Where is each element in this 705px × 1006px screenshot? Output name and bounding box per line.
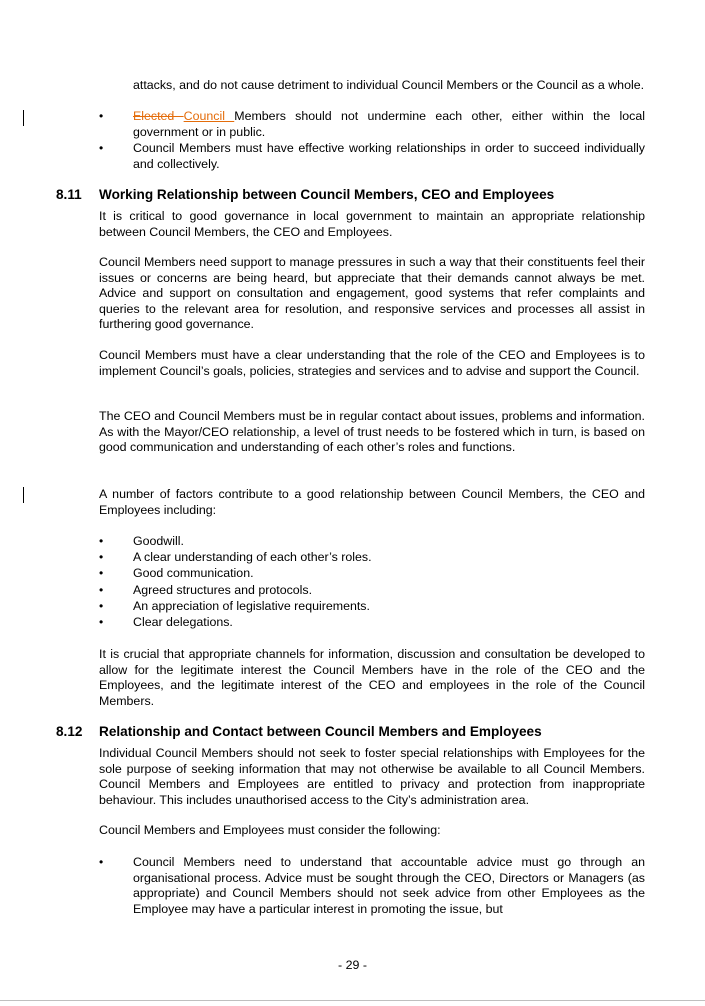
paragraph: Council Members must have a clear understanding that the role of the CEO and Employees is to implement Council’s goals, policies, strategies and services and to advise and support the Council.	[99, 348, 645, 378]
section-number: 8.11	[56, 187, 82, 202]
bullet-marker: •	[99, 550, 104, 564]
paragraph-start: A number of factors contribute to a good relationship between Council Members,	[99, 487, 570, 501]
paragraph: Council Members and Employees must consider the following:	[99, 823, 441, 837]
page-bottom-edge	[0, 1000, 705, 1001]
bullet-marker: •	[99, 583, 104, 597]
paragraph: It is critical to good governance in local government to maintain an appropriate relationship between Council Members, the CEO and Employees.	[99, 209, 645, 239]
bullet-marker: •	[99, 109, 104, 123]
paragraph: Council Members need support to manage pressures in such a way that their constituents feel their issues or concerns are being heard, but appreciate that their demands cannot always be met. Advice and support on consultation and engagement, good systems that refer complaints and queries to the relevant area for resolution, and responsive services and processes all assist in furthering good governance.	[99, 255, 645, 331]
paragraph: Individual Council Members should not seek to foster special relationships with Employees for the sole purpose of seeking information that may not otherwise be available to all Council Members. Council Members and Employees are entitled to privacy and protection from inappropriate behaviour. This includes unauthorised access to the City’s administration area.	[99, 746, 645, 807]
change-bar	[23, 110, 24, 126]
section-number: 8.12	[56, 724, 83, 739]
bullet-item: Council Members need to understand that accountable advice must go through an organisational process. Advice must be sought through the CEO, Directors or Managers (as appropriate) and Council Members should not seek advice from other Employees as the Employee may have a particular interest in promoting the issue, but	[133, 855, 645, 916]
section-title: Working Relationship between Council Members, CEO and Employees	[99, 187, 555, 202]
list-item: Agreed structures and protocols.	[133, 583, 313, 597]
page-number: - 29 -	[338, 958, 367, 972]
list-item: Goodwill.	[133, 534, 184, 548]
bullet-item-rest: Members should not undermine each other, either within the local government or in public.	[133, 109, 646, 139]
list-item: An appreciation of legislative requirements.	[133, 599, 370, 613]
bullet-item: Council Members must have effective working relationships in order to succeed individually and collectively.	[133, 141, 645, 171]
paragraph: The CEO and Council Members must be in regular contact about issues, problems and information. As with the Mayor/CEO relationship, a level of trust needs to be fostered which in turn, is based on good communication and understanding of each other’s roles and functions.	[99, 409, 645, 454]
paragraph	[99, 487, 645, 518]
section-title: Relationship and Contact between Council Members and Employees	[99, 724, 542, 739]
bullet-marker: •	[99, 599, 104, 613]
list-item: Clear delegations.	[133, 615, 233, 629]
bullet-marker: •	[99, 534, 104, 548]
list-item: A clear understanding of each other’s roles.	[133, 550, 372, 564]
deleted-text: Elected	[133, 109, 184, 123]
list-item: Good communication.	[133, 566, 254, 580]
continuation-text: attacks, and do not cause detriment to individual Council Members or the Council as a whole.	[133, 78, 645, 92]
paragraph: It is crucial that appropriate channels for information, discussion and consultation be developed to allow for the legitimate interest the Council Members have in the role of the CEO and the Employees, and the legitimate interest of the CEO and employees in the role of the Council Members.	[99, 647, 645, 708]
paragraph-end: the CEO and Employees including:	[99, 487, 645, 517]
bullet-item	[133, 109, 645, 140]
bullet-marker: •	[99, 141, 104, 155]
bullet-marker: •	[99, 615, 104, 629]
inserted-text: Council	[183, 109, 235, 123]
change-bar	[23, 487, 24, 503]
bullet-marker: •	[99, 566, 104, 580]
bullet-marker: •	[99, 855, 104, 869]
